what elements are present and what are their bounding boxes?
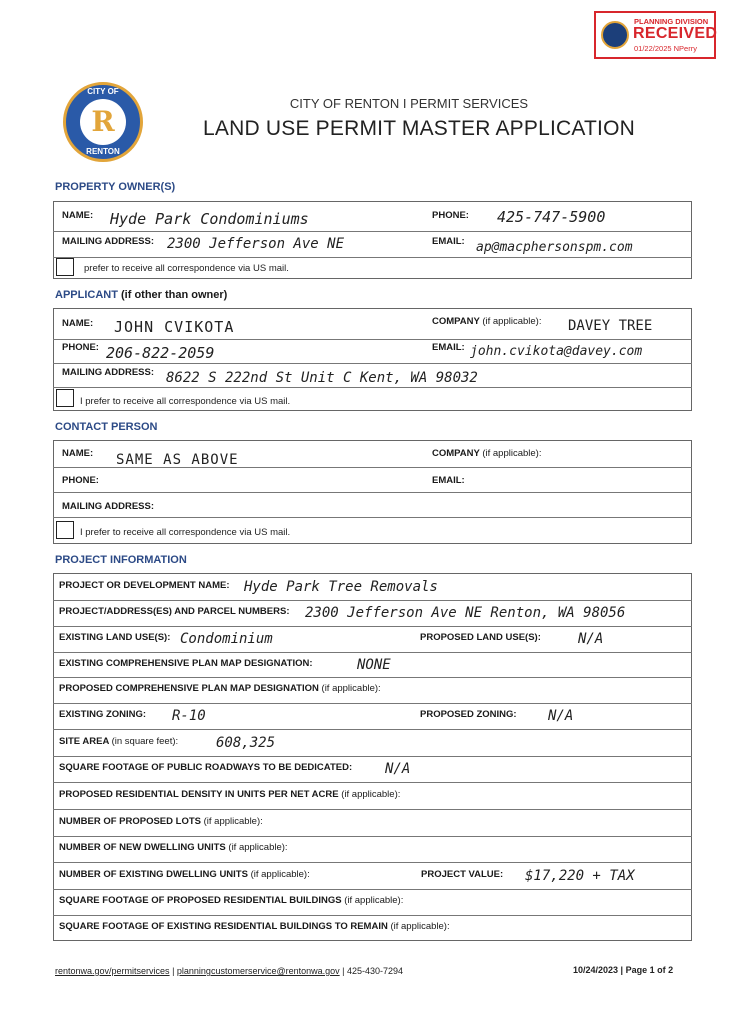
- stamp-division: PLANNING DIVISION: [634, 17, 709, 26]
- city-seal-icon: [601, 21, 629, 49]
- logo-top-text: CITY OF: [87, 87, 119, 96]
- contact-phone-label: PHONE:: [62, 475, 99, 486]
- project-row-label-secondary: PROPOSED ZONING:: [420, 709, 517, 720]
- project-row-value-secondary[interactable]: N/A: [548, 708, 574, 724]
- owner-phone-label: PHONE:: [432, 210, 469, 221]
- owner-phone-field[interactable]: 425-747-5900: [497, 208, 606, 226]
- applicant-us-mail-checkbox[interactable]: [56, 389, 74, 407]
- project-row-value[interactable]: R-10: [172, 708, 206, 724]
- project-row-label: EXISTING COMPREHENSIVE PLAN MAP DESIGNATION:: [59, 658, 313, 669]
- owner-mailing-field[interactable]: 2300 Jefferson Ave NE: [167, 236, 345, 252]
- received-stamp: [594, 11, 716, 59]
- applicant-us-mail-label: I prefer to receive all correspondence via US mail.: [80, 396, 291, 407]
- project-row-value[interactable]: 2300 Jefferson Ave NE Renton, WA 98056: [305, 605, 626, 621]
- owner-us-mail-checkbox[interactable]: [56, 258, 74, 276]
- applicant-name-label: NAME:: [62, 318, 94, 329]
- contact-section-title: CONTACT PERSON: [55, 421, 158, 433]
- applicant-mailing-label: MAILING ADDRESS:: [62, 367, 155, 378]
- footer-email-link[interactable]: planningcustomerservice@rentonwa.gov: [176, 966, 340, 976]
- project-row-label: SITE AREA (in square feet):: [59, 736, 179, 747]
- project-row-label: NUMBER OF EXISTING DWELLING UNITS (if applicable):: [59, 869, 310, 880]
- project-row-label: SQUARE FOOTAGE OF PUBLIC ROADWAYS TO BE DEDICATED:: [59, 762, 353, 773]
- contact-mailing-label: MAILING ADDRESS:: [62, 501, 155, 512]
- contact-us-mail-label: I prefer to receive all correspondence via US mail.: [80, 527, 291, 538]
- contact-us-mail-checkbox[interactable]: [56, 521, 74, 539]
- applicant-email-field[interactable]: john.cvikota@davey.com: [470, 344, 643, 359]
- stamp-date: 01/22/2025 NPerry: [634, 44, 697, 53]
- applicant-phone-label: PHONE:: [62, 342, 99, 353]
- project-row-label: NUMBER OF PROPOSED LOTS (if applicable):: [59, 816, 263, 827]
- footer-site-link[interactable]: rentonwa.gov/permitservices: [55, 966, 170, 976]
- owner-name-label: NAME:: [62, 210, 94, 221]
- stamp-status: RECEIVED: [633, 25, 718, 42]
- page-title: LAND USE PERMIT MASTER APPLICATION: [203, 117, 635, 140]
- project-row-label: EXISTING LAND USE(S):: [59, 632, 171, 643]
- project-row-label-secondary: PROPOSED LAND USE(S):: [420, 632, 541, 643]
- project-row-value-secondary[interactable]: $17,220 + TAX: [525, 868, 635, 884]
- project-row-value[interactable]: Hyde Park Tree Removals: [244, 579, 438, 595]
- agency-header: CITY OF RENTON I PERMIT SERVICES: [289, 96, 529, 111]
- owner-email-field[interactable]: ap@macphersonspm.com: [476, 240, 633, 255]
- footer-page-info: 10/24/2023 | Page 1 of 2: [573, 965, 674, 975]
- applicant-section-title: APPLICANT (if other than owner): [55, 289, 228, 301]
- project-row-label: EXISTING ZONING:: [59, 709, 147, 720]
- project-row-value[interactable]: Condominium: [180, 631, 273, 647]
- owner-name-field[interactable]: Hyde Park Condominiums: [110, 210, 309, 228]
- owner-us-mail-label: prefer to receive all correspondence via US mail.: [84, 263, 289, 274]
- project-row-value[interactable]: N/A: [385, 761, 411, 777]
- project-row-value-secondary[interactable]: N/A: [578, 631, 604, 647]
- project-row-label: SQUARE FOOTAGE OF PROPOSED RESIDENTIAL BUILDINGS (if applicable):: [59, 895, 404, 906]
- owner-section-title: PROPERTY OWNER(S): [55, 181, 176, 193]
- applicant-email-label: EMAIL:: [432, 342, 465, 353]
- project-row-label: PROPOSED RESIDENTIAL DENSITY IN UNITS PER NET ACRE (if applicable):: [59, 789, 401, 800]
- contact-name-label: NAME:: [62, 448, 94, 459]
- applicant-phone-field[interactable]: 206-822-2059: [106, 344, 215, 362]
- project-section-title: PROJECT INFORMATION: [55, 554, 187, 566]
- applicant-name-field[interactable]: JOHN CVIKOTA: [114, 318, 235, 336]
- owner-mailing-label: MAILING ADDRESS:: [62, 236, 155, 247]
- project-row-label: NUMBER OF NEW DWELLING UNITS (if applicable):: [59, 842, 288, 853]
- owner-email-label: EMAIL:: [432, 236, 465, 247]
- project-row-label: PROPOSED COMPREHENSIVE PLAN MAP DESIGNATION (if applicable):: [59, 683, 381, 694]
- contact-company-label: COMPANY (if applicable):: [432, 448, 542, 459]
- project-row-label: SQUARE FOOTAGE OF EXISTING RESIDENTIAL BUILDINGS TO REMAIN (if applicable):: [59, 921, 450, 932]
- project-row-label: PROJECT/ADDRESS(ES) AND PARCEL NUMBERS:: [59, 606, 290, 617]
- project-row-label-secondary: PROJECT VALUE:: [421, 869, 504, 880]
- applicant-company-field[interactable]: DAVEY TREE: [568, 318, 653, 334]
- contact-name-field[interactable]: SAME AS ABOVE: [116, 452, 239, 468]
- applicant-mailing-field[interactable]: 8622 S 222nd St Unit C Kent, WA 98032: [166, 370, 478, 386]
- project-row-value[interactable]: NONE: [357, 657, 391, 673]
- applicant-company-label: COMPANY (if applicable):: [432, 316, 542, 327]
- project-row-value[interactable]: 608,325: [216, 735, 276, 751]
- project-box: [53, 573, 692, 941]
- logo-letter: R: [91, 105, 115, 138]
- footer-contact: rentonwa.gov/permitservices | planningcustomerservice@rentonwa.gov | 425-430-7294: [55, 966, 404, 976]
- project-row-label: PROJECT OR DEVELOPMENT NAME:: [59, 580, 230, 591]
- logo-bottom-text: RENTON: [86, 147, 120, 156]
- contact-email-label: EMAIL:: [432, 475, 465, 486]
